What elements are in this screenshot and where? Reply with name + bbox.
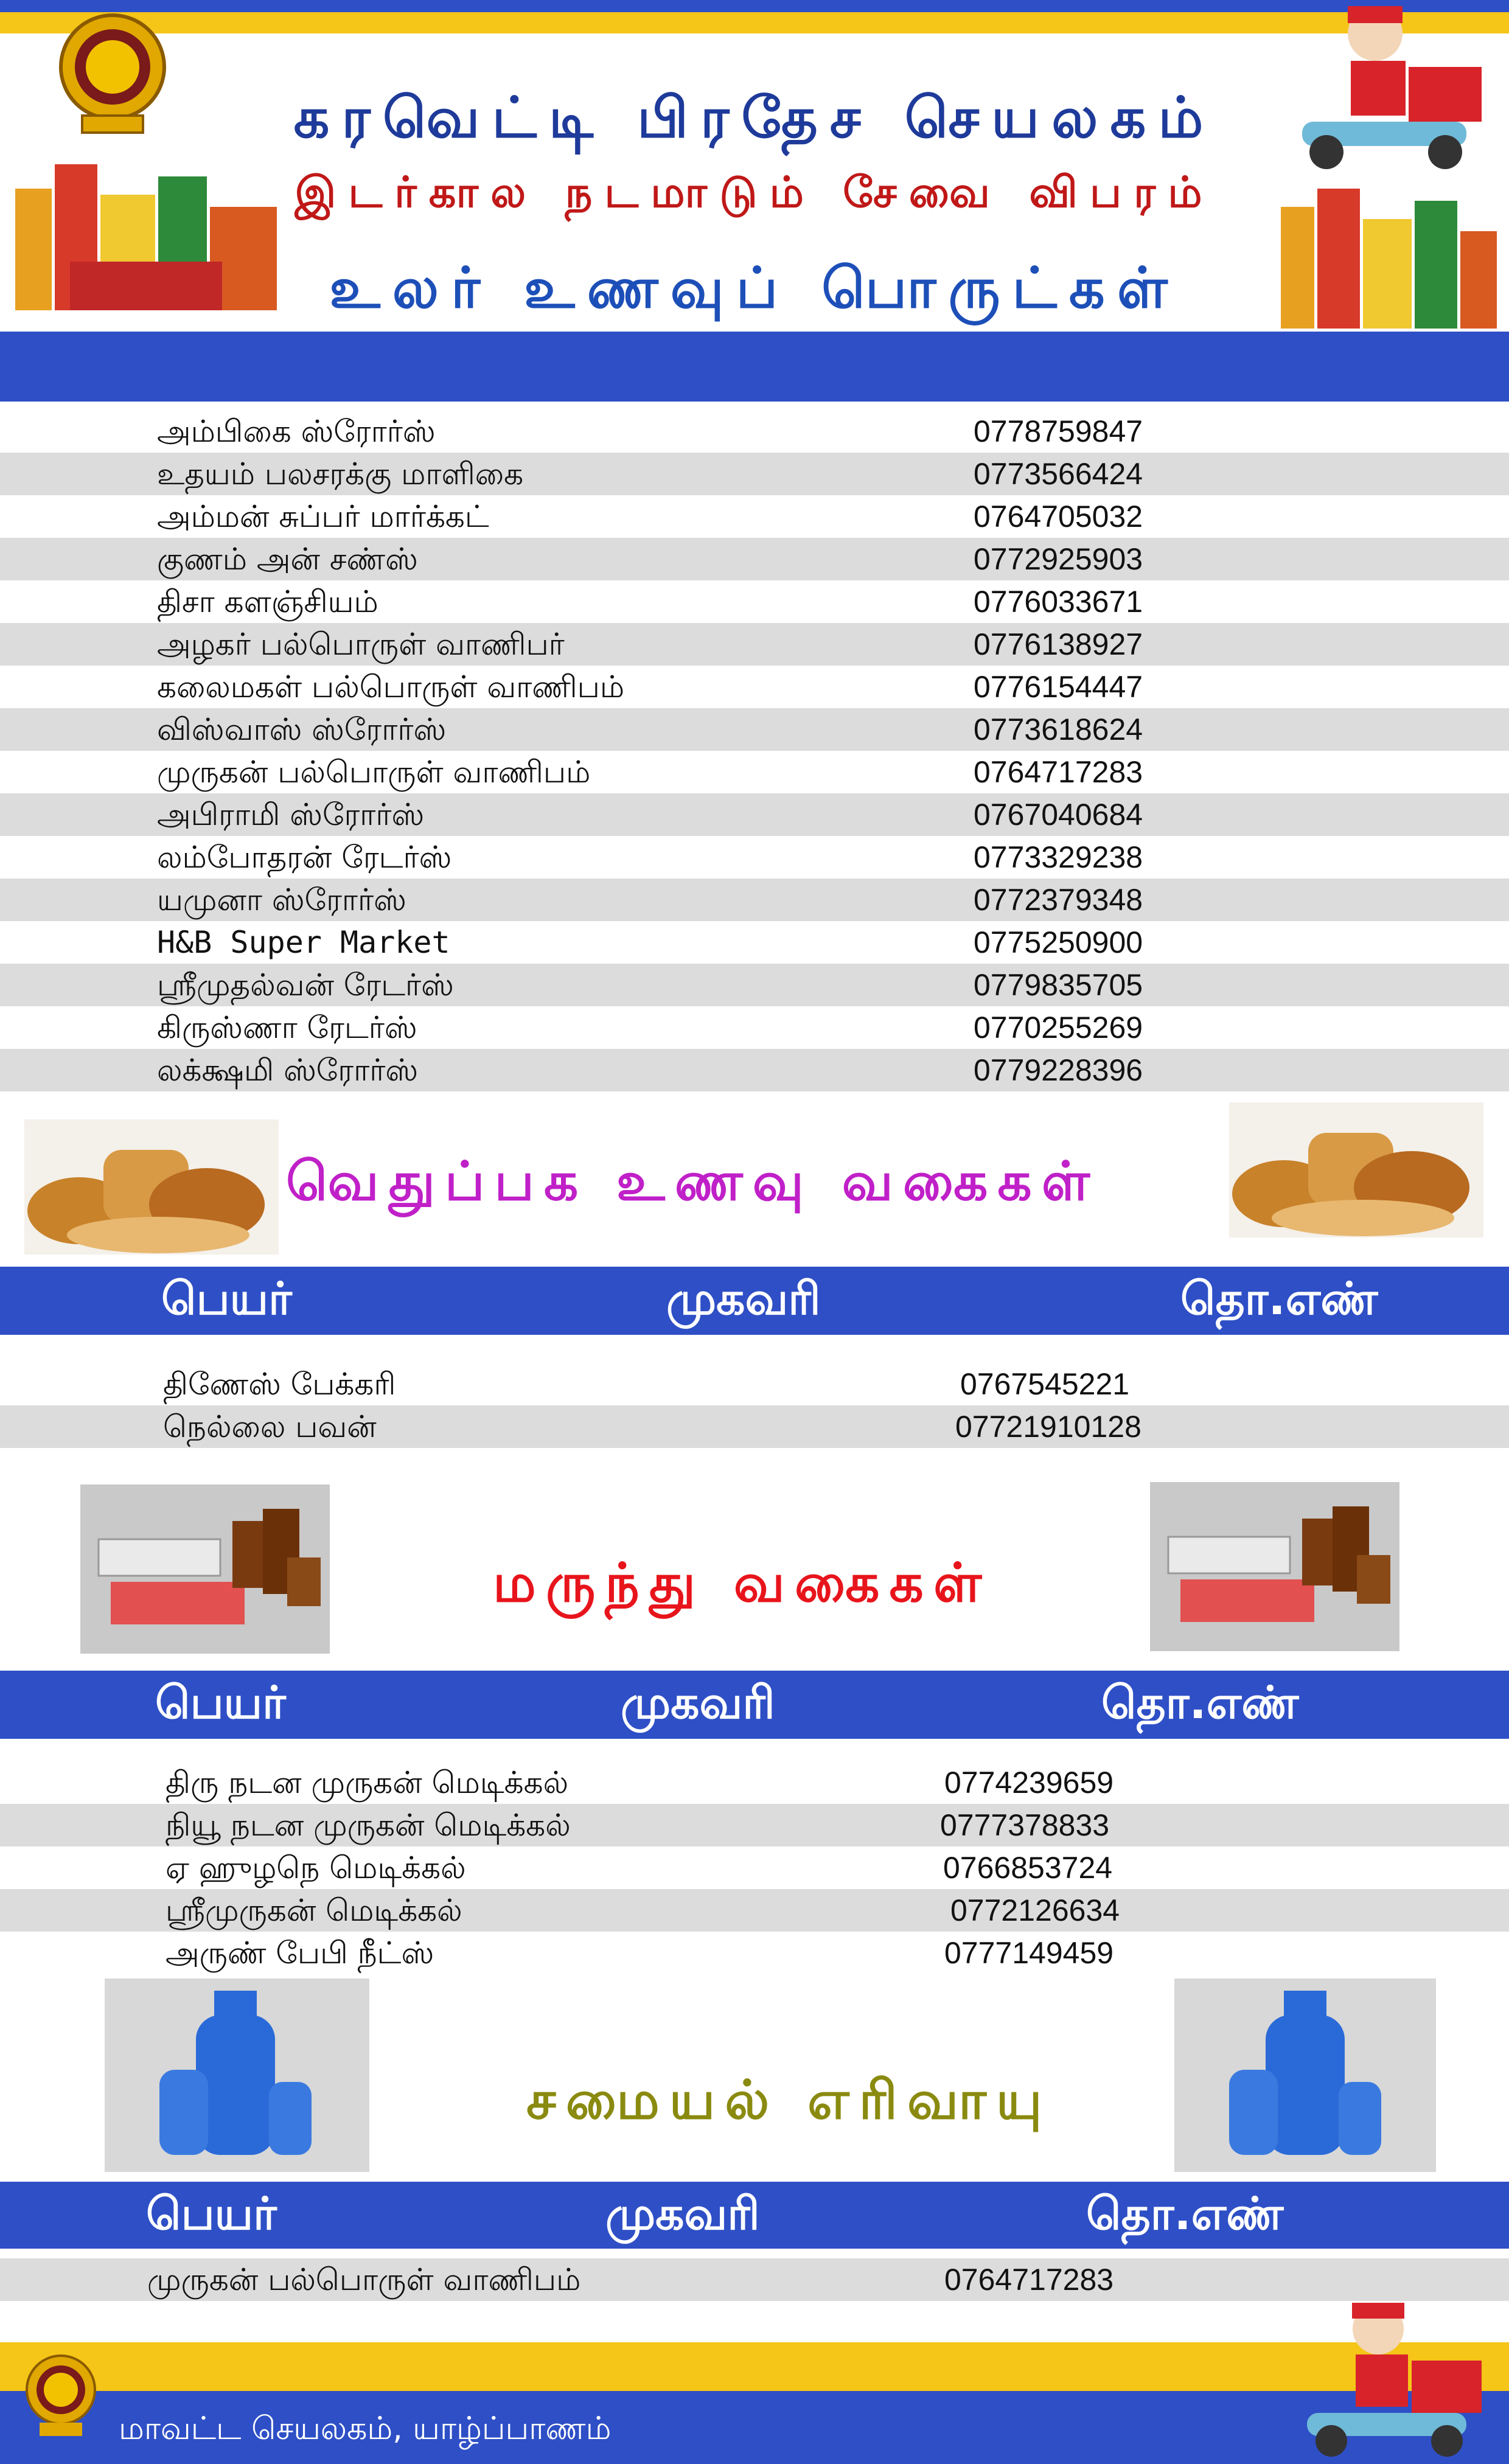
list-item — [0, 921, 1509, 964]
list-item — [0, 580, 1509, 623]
list-item — [0, 453, 1509, 495]
shop-phone: 0777378833 — [940, 1808, 1110, 1842]
list-item — [0, 1405, 1509, 1448]
shop-name: ஏ ஹுழநெ மெடிக்கல் — [166, 1850, 466, 1885]
gas-cylinder-image-right — [1174, 1979, 1436, 2172]
page-title: கரவெட்டி பிரதேச செயலகம் — [293, 85, 1216, 150]
shop-phone: 0773566424 — [974, 457, 1143, 491]
shop-phone: 0779228396 — [974, 1053, 1143, 1087]
shop-phone: 0776138927 — [974, 627, 1143, 661]
shop-phone: 0776154447 — [974, 670, 1143, 704]
medicine-image-left — [80, 1484, 330, 1654]
column-header-address: முகவரி — [605, 2188, 760, 2240]
shop-name: யமுனா ஸ்ரோர்ஸ் — [157, 882, 406, 917]
shop-phone: 0764717283 — [944, 2263, 1114, 2297]
shop-phone: 0778759847 — [974, 414, 1143, 448]
list-item — [0, 1932, 1509, 1974]
shop-name: அம்மன் சுப்பர் மார்க்கட் — [157, 499, 489, 534]
bread-image-right — [1229, 1102, 1483, 1237]
shop-name: லக்க்ஷமி ஸ்ரோர்ஸ் — [157, 1053, 419, 1088]
list-item — [0, 666, 1509, 708]
medicine-image-right — [1150, 1482, 1399, 1651]
shop-phone: 0774239659 — [944, 1766, 1114, 1800]
column-header-address: முகவரி — [666, 1273, 821, 1325]
list-item — [0, 1889, 1509, 1932]
list-item — [0, 1846, 1509, 1889]
list-item — [0, 1804, 1509, 1846]
list-item — [0, 879, 1509, 921]
shop-name: திரு நடன முருகன் மெடிக்கல் — [166, 1765, 569, 1800]
shop-phone: 0772379348 — [974, 883, 1143, 917]
shop-name: அழகர் பல்பொருள் வாணிபர் — [157, 627, 565, 662]
shop-name: நெல்லை பவன் — [163, 1409, 377, 1444]
page-subtitle: இடர்கால நடமாடும் சேவை விபரம் — [294, 167, 1215, 217]
list-item — [0, 410, 1509, 453]
gas-cylinder-image-left — [105, 1979, 369, 2172]
column-header-name: பெயர் — [155, 1677, 286, 1729]
shop-name: கிருஸ்ணா ரேடர்ஸ் — [157, 1010, 417, 1045]
bakery-column-header — [0, 1267, 1509, 1335]
bread-image-left — [24, 1119, 279, 1255]
footer-text: மாவட்ட செயலகம், யாழ்ப்பாணம் — [119, 2410, 612, 2447]
shop-name: அபிராமி ஸ்ரோர்ஸ் — [157, 797, 425, 832]
shop-phone: 0767545221 — [960, 1367, 1130, 1401]
shop-name: H&B Super Market — [157, 925, 450, 960]
delivery-scooter-icon — [1284, 2300, 1497, 2461]
shop-phone: 0766853724 — [943, 1851, 1113, 1885]
shop-name: திணேஸ் பேக்கரி — [163, 1366, 396, 1402]
list-item — [0, 2258, 1509, 2301]
footer-yellow-band — [0, 2342, 1509, 2391]
dry-food-header-bar — [0, 332, 1509, 402]
list-item — [0, 1761, 1509, 1804]
section-title-medicine: மருந்து வகைகள் — [493, 1551, 992, 1614]
shop-name: ஸ்ரீமுருகன் மெடிக்கல் — [166, 1893, 462, 1928]
list-item — [0, 1049, 1509, 1091]
list-item — [0, 495, 1509, 538]
medicine-column-header — [0, 1671, 1509, 1739]
shop-name: நியூ நடன முருகன் மெடிக்கல் — [166, 1808, 571, 1843]
column-header-phone: தொ.எண் — [1101, 1677, 1299, 1729]
list-item — [0, 1363, 1509, 1405]
gas-column-header — [0, 2182, 1509, 2249]
column-header-address: முகவரி — [621, 1677, 775, 1729]
section-title-gas: சமையல் எரிவாயு — [526, 2069, 1052, 2131]
shop-name: முருகன் பல்பொருள் வாணிபம் — [157, 754, 591, 790]
shop-phone: 0772126634 — [950, 1893, 1120, 1927]
shop-name: விஸ்வாஸ் ஸ்ரோர்ஸ் — [157, 712, 447, 747]
shop-name: குணம் அன் சண்ஸ் — [157, 541, 418, 577]
shop-phone: 0767040684 — [974, 798, 1143, 832]
list-item — [0, 793, 1509, 836]
section-title-bakery: வெதுப்பக உணவு வகைகள் — [286, 1150, 1100, 1213]
shop-phone: 0776033671 — [974, 585, 1143, 619]
shop-phone: 0770255269 — [974, 1011, 1143, 1045]
list-item — [0, 751, 1509, 793]
section-title-dry-food: உலர் உணவுப் பொருட்கள் — [329, 256, 1180, 321]
shop-name: முருகன் பல்பொருள் வாணிபம் — [147, 2262, 581, 2297]
column-header-phone: தொ.எண் — [1086, 2188, 1284, 2240]
shop-phone: 0772925903 — [974, 542, 1143, 576]
list-item — [0, 538, 1509, 580]
shop-name: உதயம் பலசரக்கு மாளிகை — [157, 456, 524, 492]
shop-phone: 0775250900 — [974, 925, 1143, 959]
shop-phone: 0773329238 — [974, 840, 1143, 874]
sri-lanka-emblem-icon — [24, 2348, 97, 2440]
list-item — [0, 836, 1509, 879]
shop-phone: 0764717283 — [974, 755, 1143, 789]
shop-phone: 0764705032 — [974, 499, 1143, 534]
shop-name: கலைமகள் பல்பொருள் வாணிபம் — [157, 669, 625, 705]
list-item — [0, 708, 1509, 751]
column-header-name: பெயர் — [161, 1273, 292, 1325]
list-item — [0, 623, 1509, 666]
list-item — [0, 1006, 1509, 1049]
shop-phone: 07721910128 — [955, 1410, 1141, 1444]
shop-name: அம்பிகை ஸ்ரோர்ஸ் — [157, 414, 436, 449]
shop-phone: 0779835705 — [974, 968, 1143, 1002]
shop-phone: 0773618624 — [974, 712, 1143, 747]
shop-name: லம்போதரன் ரேடர்ஸ் — [157, 840, 452, 875]
shop-name: ஸ்ரீமுதல்வன் ரேடர்ஸ் — [157, 967, 454, 1003]
shop-phone: 0777149459 — [944, 1936, 1114, 1970]
shop-name: அருண் பேபி நீட்ஸ் — [166, 1935, 434, 1971]
list-item — [0, 964, 1509, 1006]
column-header-name: பெயர் — [146, 2188, 277, 2240]
column-header-phone: தொ.எண் — [1180, 1273, 1378, 1325]
shop-name: திசா களஞ்சியம் — [157, 584, 378, 619]
